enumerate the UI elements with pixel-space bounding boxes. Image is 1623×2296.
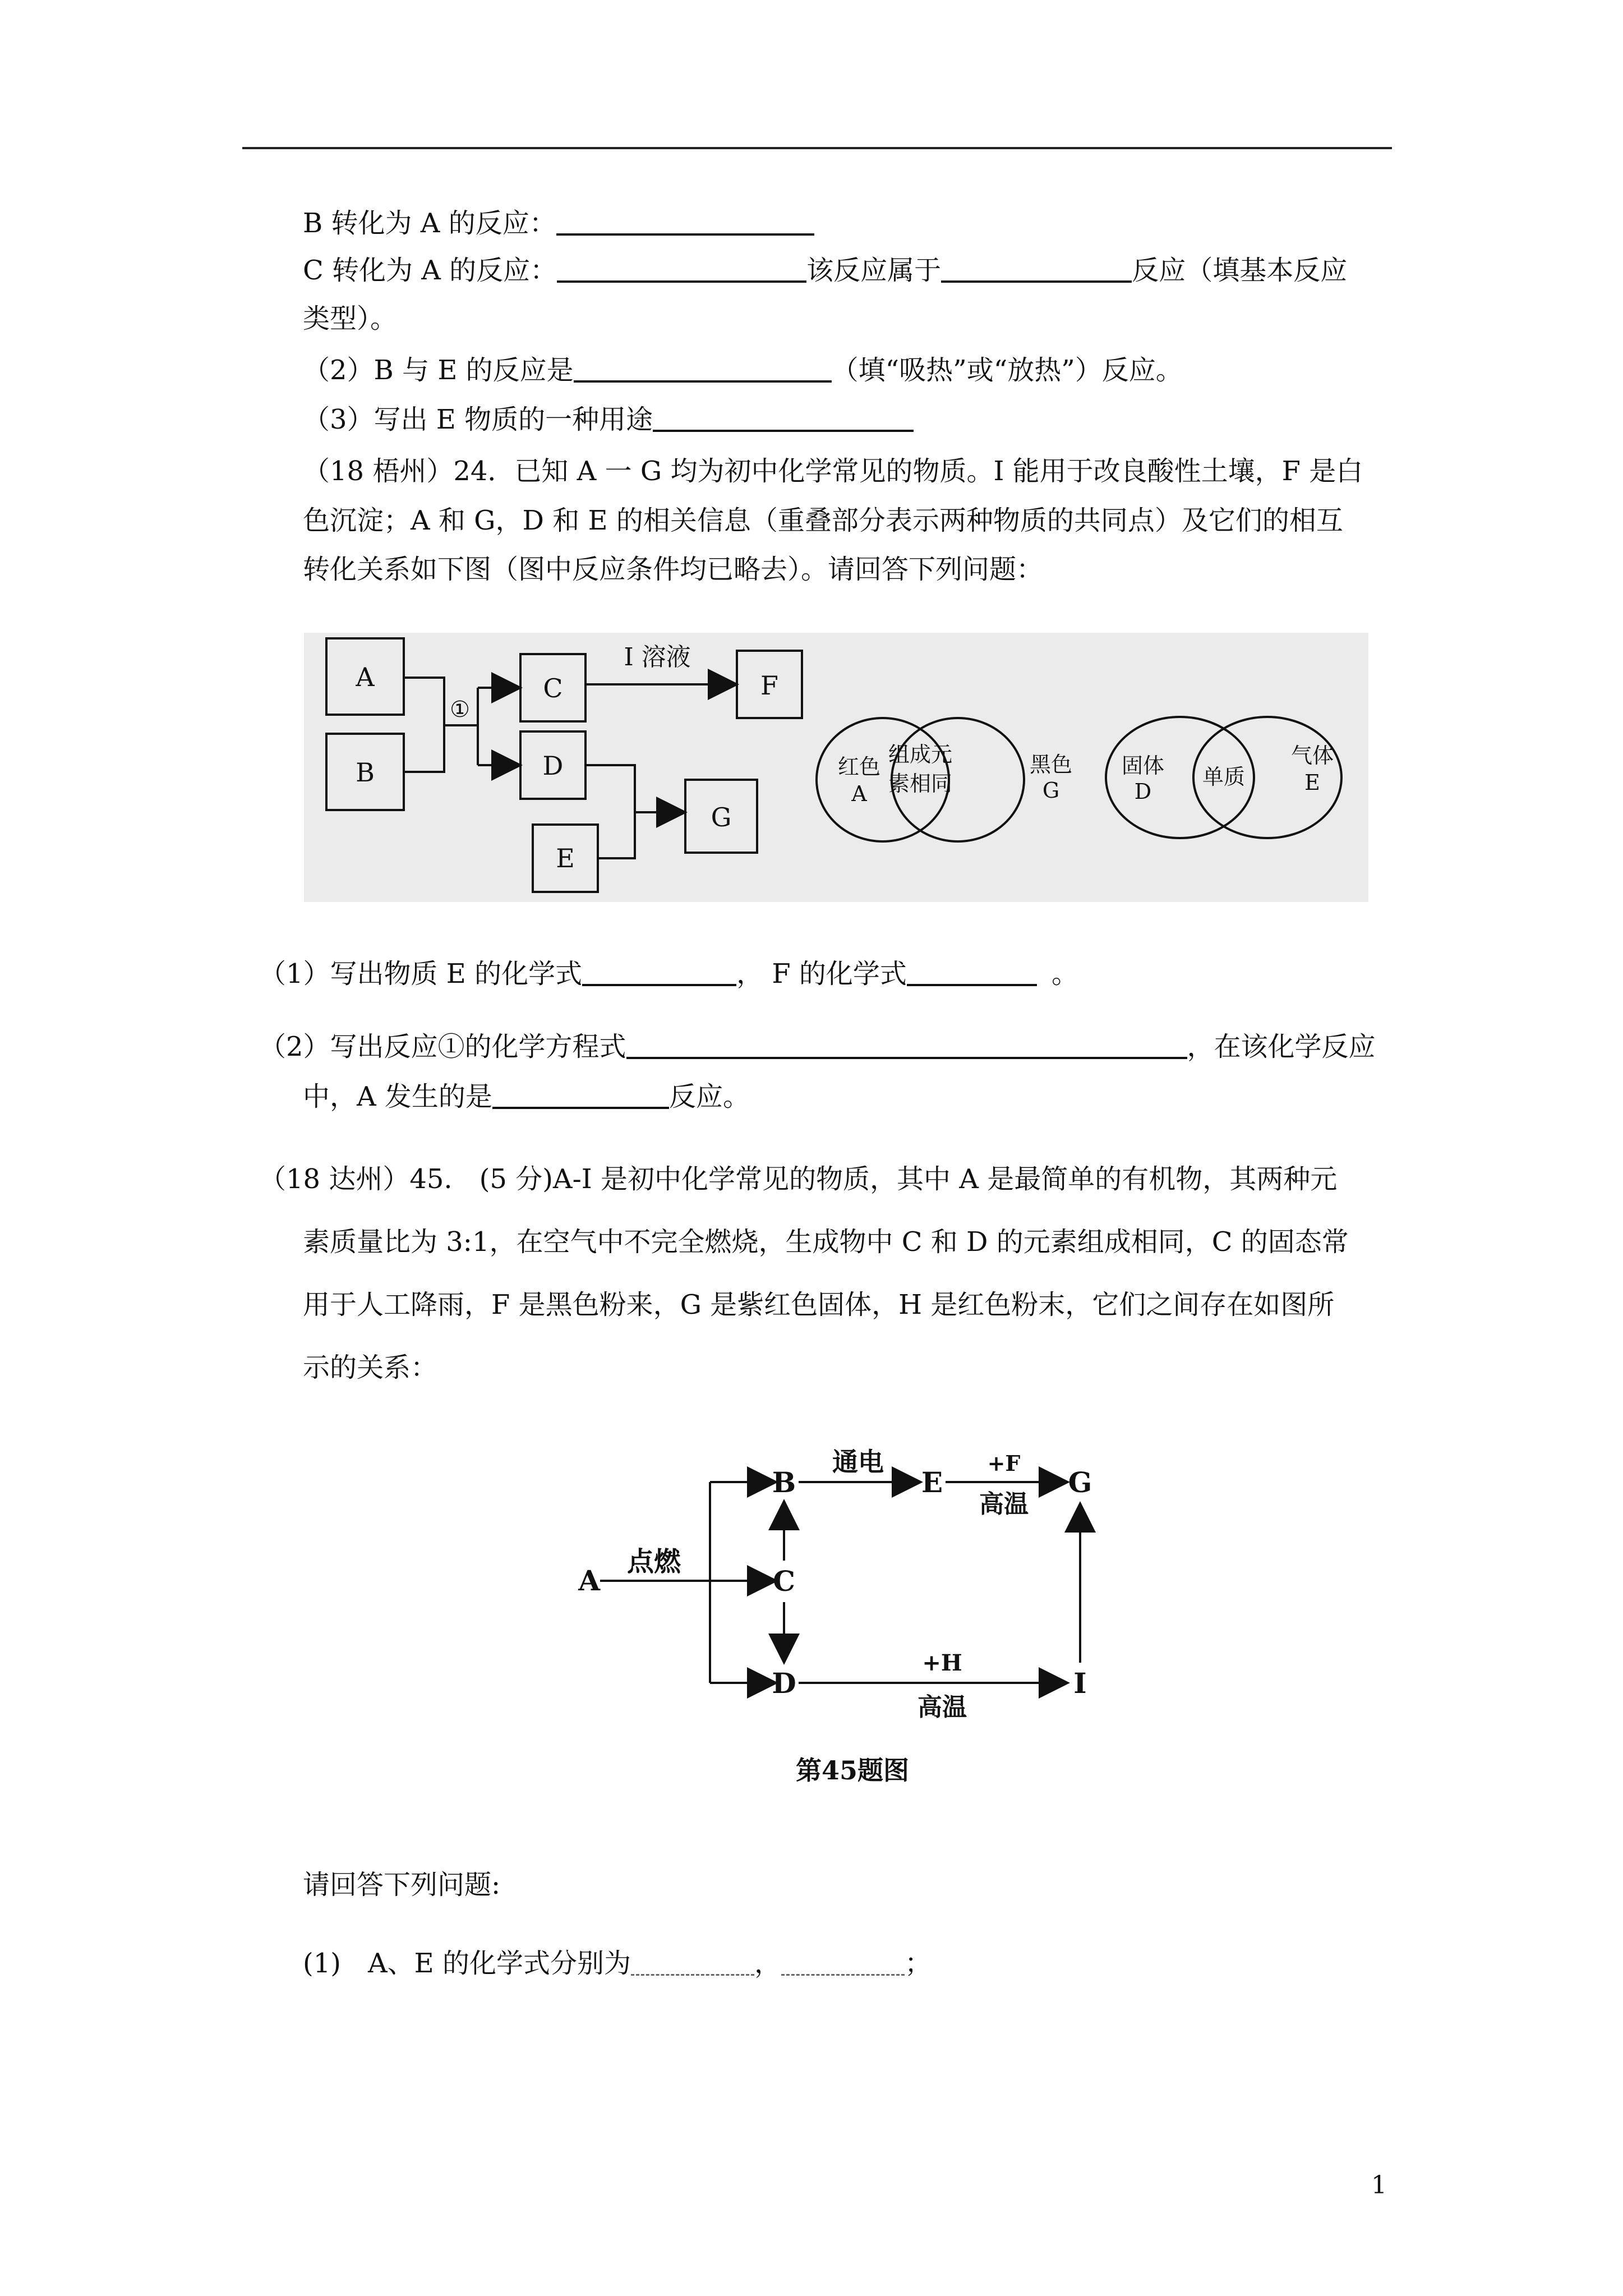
node-d: D [772, 1667, 796, 1700]
arrow-label-i-solution: I 溶液 [624, 643, 691, 671]
node-i: I [1073, 1667, 1087, 1700]
q23-line2-text: C 转化为 A 的反应： [303, 255, 557, 286]
q24-line1: （18 梧州）24．已知 A 一 G 均为初中化学常见的物质。I 能用于改良酸性土壤，F 是白 [303, 455, 1363, 487]
q24-sub1 [259, 957, 1078, 991]
q23-line2 [303, 254, 1347, 287]
answer-blank[interactable] [492, 1082, 669, 1109]
q24-line3: 转化关系如下图（图中反应条件均已略去）。请回答下列问题： [303, 554, 1044, 585]
q45-line1: （18 达州）45. (5 分)A-I 是初中化学常见的物质，其中 A 是最简单的有机物，其两种元 [259, 1163, 1338, 1195]
label-plus-f: +F [987, 1451, 1021, 1476]
node-g: G [1068, 1466, 1092, 1499]
q24-line2: 色沉淀；A 和 G，D 和 E 的相关信息（重叠部分表示两种物质的共同点）及它们的相互 [303, 505, 1343, 536]
node-a: A [578, 1564, 600, 1597]
q24-sub2-suffix: ，在该化学反应 [1187, 1031, 1376, 1062]
q23-line3: 类型）。 [303, 303, 398, 334]
q23-line5 [303, 403, 914, 436]
label-g: G [711, 802, 732, 832]
venn1-left-line1: 红色 [837, 754, 881, 779]
label-ignite: 点燃 [626, 1546, 681, 1577]
q45-prompt: 请回答下列问题: [303, 1869, 501, 1901]
answer-blank[interactable] [631, 1949, 754, 1976]
q24-sub1-text: （1）写出物质 E 的化学式 [259, 958, 583, 990]
label-electrolysis: 通电 [832, 1447, 884, 1477]
label-high-temp-bottom: 高温 [917, 1693, 967, 1722]
q45-line4: 示的关系： [303, 1352, 438, 1383]
q24-sub1-mid: ， F 的化学式 [736, 958, 907, 990]
q45-sub1 [303, 1947, 932, 1980]
label-d: D [542, 751, 564, 781]
label-f: F [760, 670, 778, 701]
q45-sub1-suffix: ； [904, 1948, 932, 1979]
answer-blank[interactable] [582, 959, 736, 986]
label-a: A [356, 662, 375, 692]
q24-sub2-text: （2）写出反应①的化学方程式 [259, 1031, 626, 1062]
q23-line4 [303, 353, 1183, 387]
q23-line2-suffix: 反应（填基本反应 [1132, 255, 1348, 286]
q24-diagram [304, 633, 1368, 902]
q45-diagram [572, 1436, 1155, 1806]
label-plus-h: +H [922, 1650, 962, 1676]
q45-line3: 用于人工降雨，F 是黑色粉来，G 是紫红色固体，H 是红色粉末，它们之间存在如图所 [303, 1289, 1335, 1320]
q24-sub1-suffix: 。 [1051, 958, 1078, 990]
answer-blank[interactable] [781, 1949, 905, 1976]
reaction-mark: ① [450, 697, 470, 723]
q24-sub2-line2 [303, 1080, 750, 1114]
answer-blank[interactable] [557, 256, 806, 283]
label-c: C [543, 673, 563, 703]
q23-line1-text: B 转化为 A 的反应： [303, 208, 556, 239]
venn1-left-line2: A [851, 781, 867, 806]
q24-figure [304, 633, 1368, 902]
q24-sub2-line2-text: 中，A 发生的是 [303, 1081, 492, 1112]
venn2-left-line2: D [1134, 779, 1152, 804]
q23-line5-text: （3）写出 E 物质的一种用途 [303, 404, 653, 435]
label-b: B [356, 757, 375, 788]
answer-blank[interactable] [556, 209, 814, 236]
answer-blank[interactable] [626, 1032, 1187, 1059]
q45-line2: 素质量比为 3:1，在空气中不完全燃烧，生成物中 C 和 D 的元素组成相同，C 的固态常 [303, 1226, 1349, 1258]
q45-sub1-text: (1) A、E 的化学式分别为 [303, 1948, 631, 1979]
venn1-right-line2: G [1042, 778, 1060, 803]
label-e: E [556, 843, 575, 873]
venn2-center: 单质 [1202, 765, 1246, 789]
q24-sub2 [259, 1030, 1376, 1064]
node-b: B [772, 1466, 796, 1499]
answer-blank[interactable] [907, 959, 1037, 986]
q24-sub2-line2-suffix: 反应。 [668, 1081, 750, 1112]
answer-blank[interactable] [653, 405, 914, 432]
q23-line2-mid: 该反应属于 [806, 255, 942, 286]
node-e: E [921, 1466, 943, 1499]
venn1-right-line1: 黑色 [1029, 752, 1073, 777]
venn1-center-line2: 素相同 [888, 771, 953, 796]
answer-blank[interactable] [574, 356, 832, 383]
venn2-left-line1: 固体 [1121, 753, 1165, 778]
venn2-right-line1: 气体 [1290, 743, 1334, 768]
q23-line1 [303, 206, 814, 240]
q45-sub1-sep: ， [754, 1948, 781, 1979]
answer-blank[interactable] [941, 256, 1132, 283]
venn1-center-line1: 组成元 [888, 742, 953, 767]
header-rule [242, 147, 1392, 149]
q23-line4-text: （2）B 与 E 的反应是 [303, 355, 574, 386]
venn2-right-line2: E [1304, 770, 1320, 795]
page-number: 1 [1371, 2171, 1387, 2200]
q23-line4-suffix: （填“吸热”或“放热”）反应。 [831, 355, 1183, 386]
node-c: C [773, 1565, 795, 1598]
figure-caption: 第45题图 [795, 1755, 910, 1786]
label-high-temp-top: 高温 [979, 1490, 1029, 1519]
